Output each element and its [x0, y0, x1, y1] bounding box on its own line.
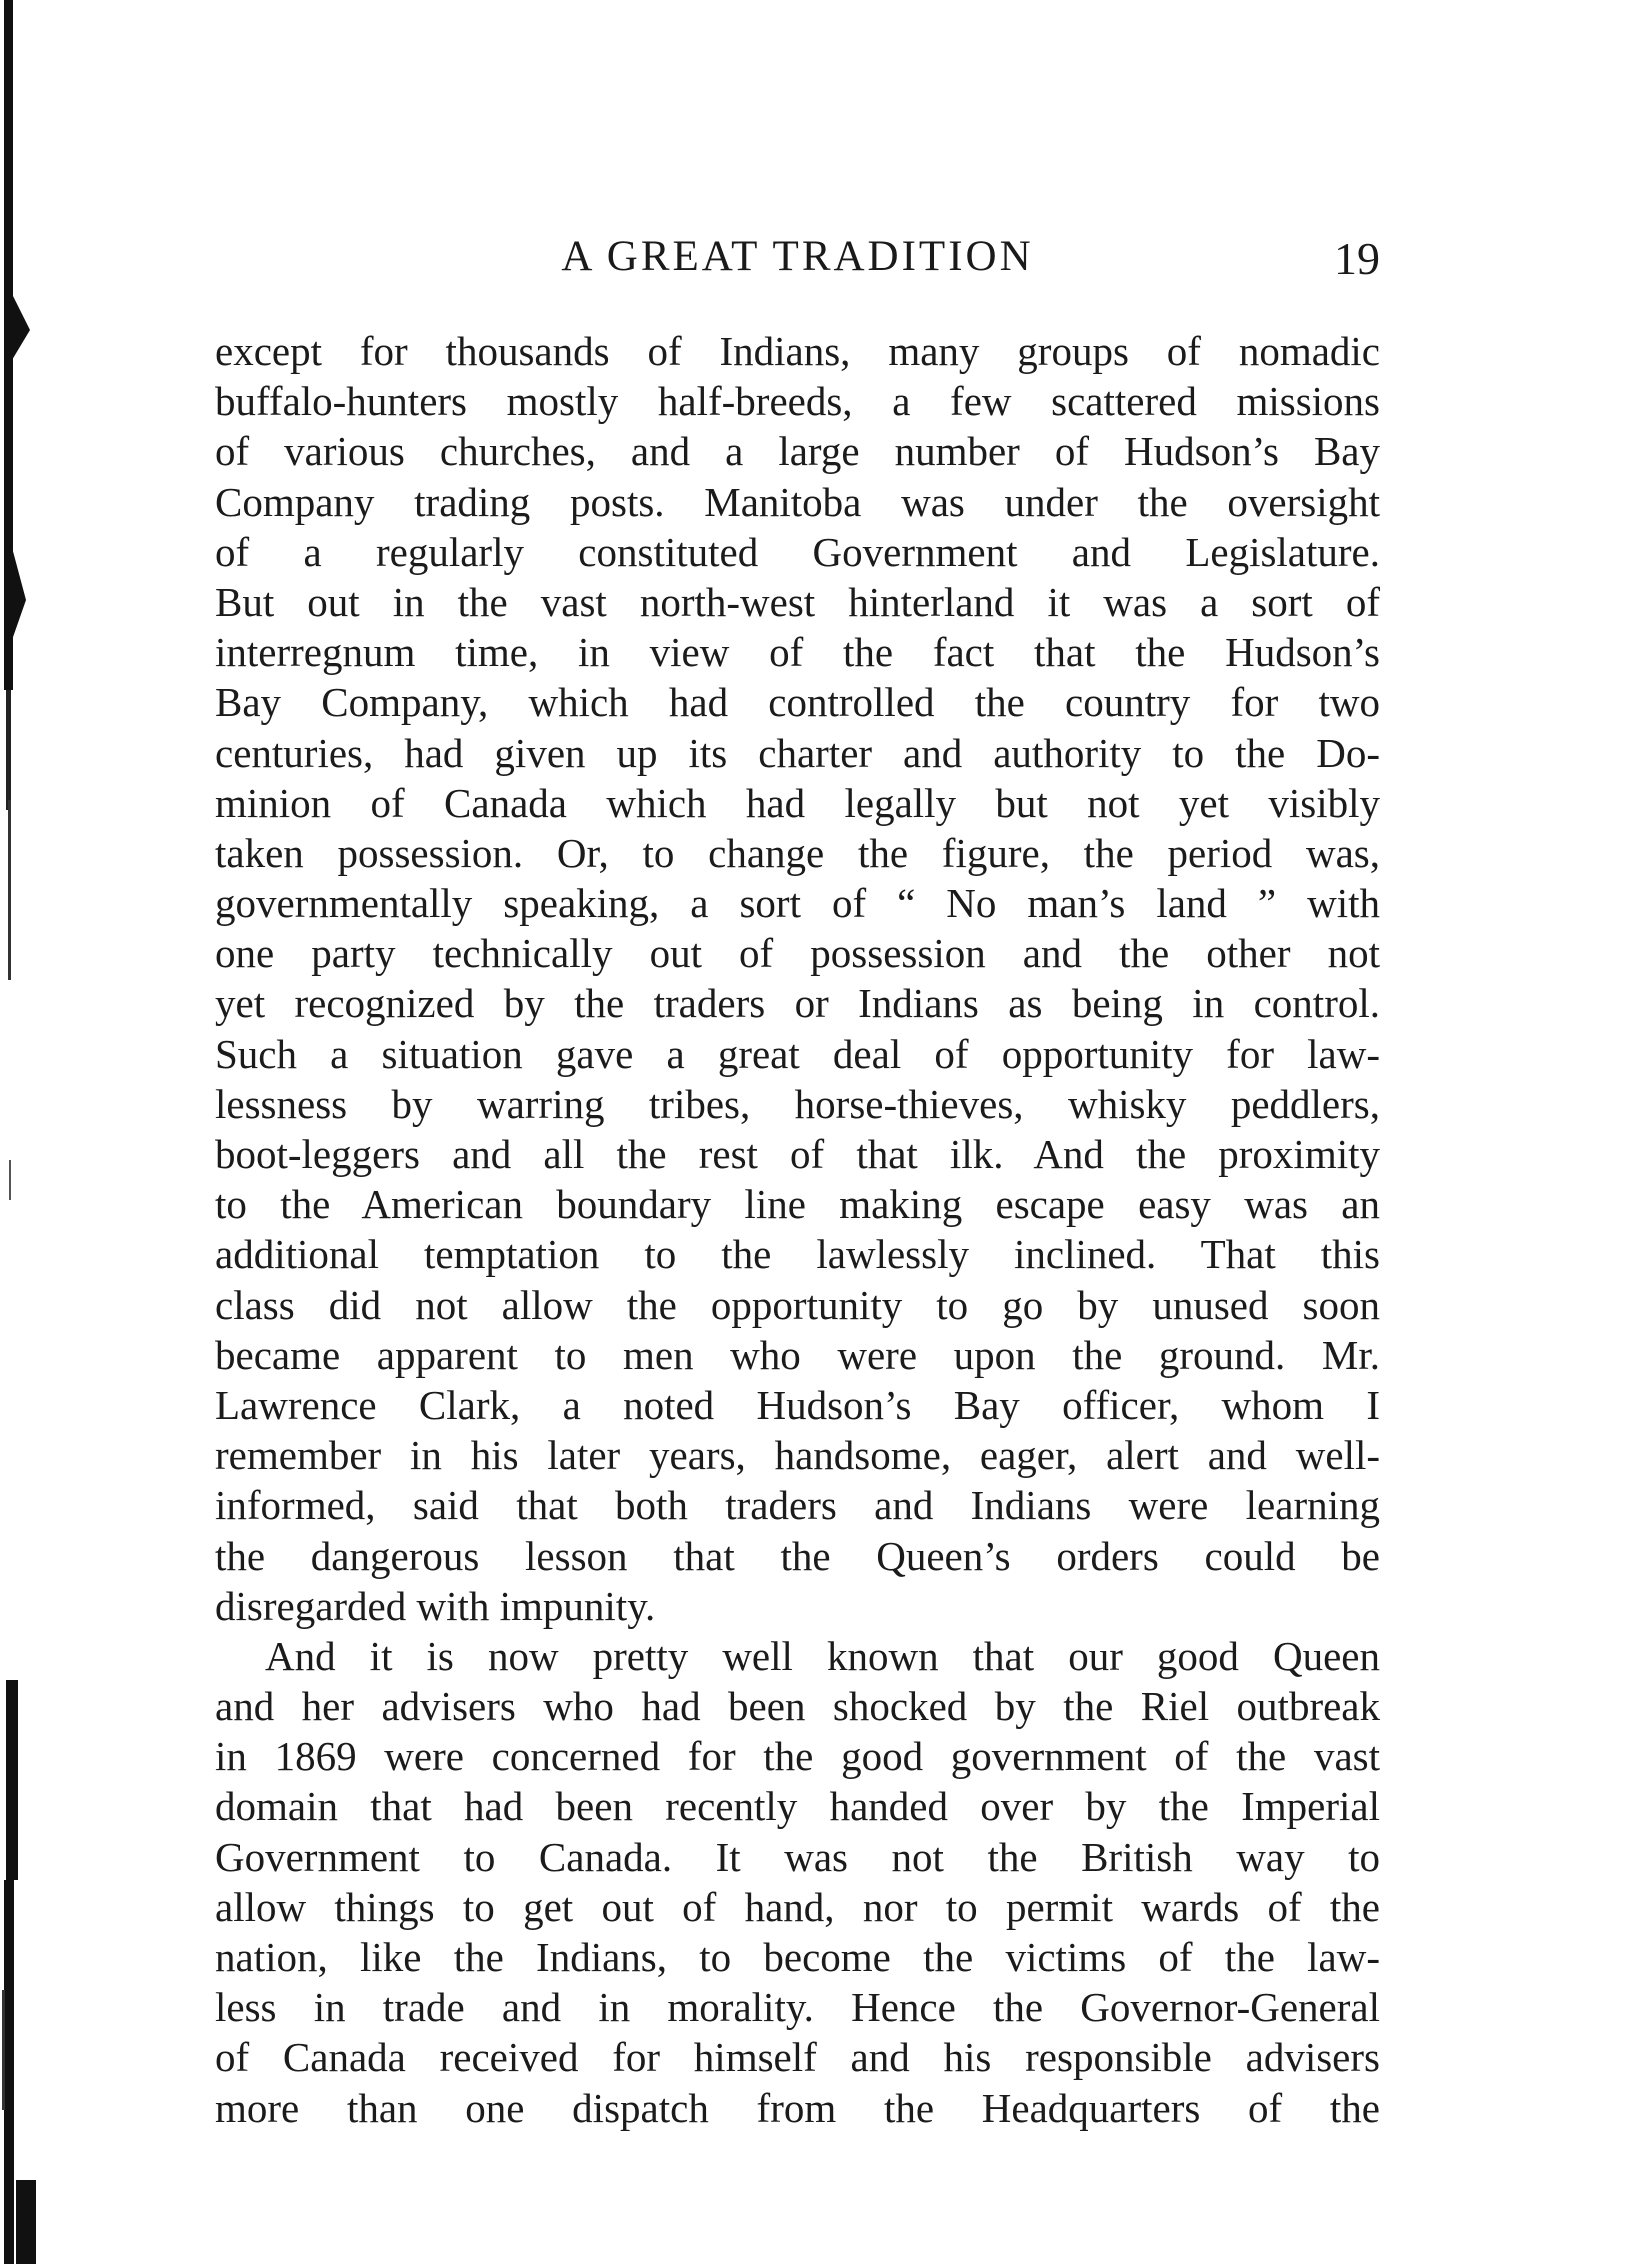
text-line: But out in the vast north-west hinterland it was a sort of	[215, 578, 1380, 625]
paragraph-2	[215, 1631, 1380, 2133]
body-text	[215, 326, 1380, 2133]
text-line: of Canada received for himself and his responsible advisers	[215, 2034, 1380, 2081]
text-line: class did not allow the opportunity to go by unused soon	[215, 1281, 1380, 1328]
text-line: Government to Canada. It was not the British way to	[215, 1833, 1380, 1880]
text-line: minion of Canada which had legally but not yet visibly	[215, 779, 1380, 826]
text-line: nation, like the Indians, to become the victims of the law-	[215, 1934, 1380, 1980]
binding-edge-scan-marks	[0, 0, 70, 2264]
text-line: and her advisers who had been shocked by the Riel outbreak	[215, 1683, 1380, 1730]
text-line: Such a situation gave a great deal of opportunity for law-	[215, 1030, 1380, 1077]
text-line: informed, said that both traders and Indians were learning	[215, 1482, 1380, 1529]
text-line: in 1869 were concerned for the good government of the vast	[215, 1733, 1380, 1780]
text-line: governmentally speaking, a sort of “ No man’s land ” with	[215, 880, 1380, 927]
text-line: less in trade and in morality. Hence the Governor-General	[215, 1984, 1380, 2031]
text-line: yet recognized by the traders or Indians as being in control.	[215, 980, 1380, 1027]
text-line: allow things to get out of hand, nor to permit wards of the	[215, 1883, 1380, 1930]
text-line: disregarded with impunity.	[215, 1582, 656, 1629]
running-title: A GREAT TRADITION	[561, 233, 1034, 280]
running-head	[215, 232, 1380, 292]
text-line: domain that had been recently handed over by the Imperial	[215, 1783, 1380, 1830]
text-line: lessness by warring tribes, horse-thieves, whisky peddlers,	[215, 1080, 1380, 1127]
text-line: centuries, had given up its charter and authority to the Do-	[215, 729, 1380, 776]
text-line: the dangerous lesson that the Queen’s orders could be	[215, 1532, 1380, 1579]
text-line: And it is now pretty well known that our good Queen	[265, 1632, 1380, 1679]
page-number: 19	[1334, 233, 1380, 284]
text-line: remember in his later years, handsome, eager, alert and well-	[215, 1432, 1380, 1479]
text-line: taken possession. Or, to change the figure, the period was,	[215, 829, 1380, 876]
text-line: more than one dispatch from the Headquarters of the	[215, 2084, 1380, 2131]
text-line: except for thousands of Indians, many groups of nomadic	[215, 328, 1380, 374]
text-line: boot-leggers and all the rest of that ilk. And the proximity	[215, 1131, 1380, 1177]
text-line: buffalo-hunters mostly half-breeds, a few scattered missions	[215, 378, 1380, 425]
text-line: Company trading posts. Manitoba was under the oversight	[215, 478, 1380, 525]
text-line: of various churches, and a large number of Hudson’s Bay	[215, 428, 1380, 475]
text-line: interregnum time, in view of the fact that the Hudson’s	[215, 629, 1380, 676]
text-line: one party technically out of possession and the other not	[215, 930, 1380, 977]
text-line: of a regularly constituted Government and Legislature.	[215, 528, 1380, 575]
paragraph-1	[215, 326, 1380, 1631]
text-line: to the American boundary line making escape easy was an	[215, 1181, 1380, 1228]
text-line: became apparent to men who were upon the ground. Mr.	[215, 1331, 1380, 1378]
text-line: Bay Company, which had controlled the country for two	[215, 679, 1380, 726]
text-line: Lawrence Clark, a noted Hudson’s Bay officer, whom I	[215, 1381, 1380, 1428]
text-line: additional temptation to the lawlessly inclined. That this	[215, 1231, 1380, 1278]
